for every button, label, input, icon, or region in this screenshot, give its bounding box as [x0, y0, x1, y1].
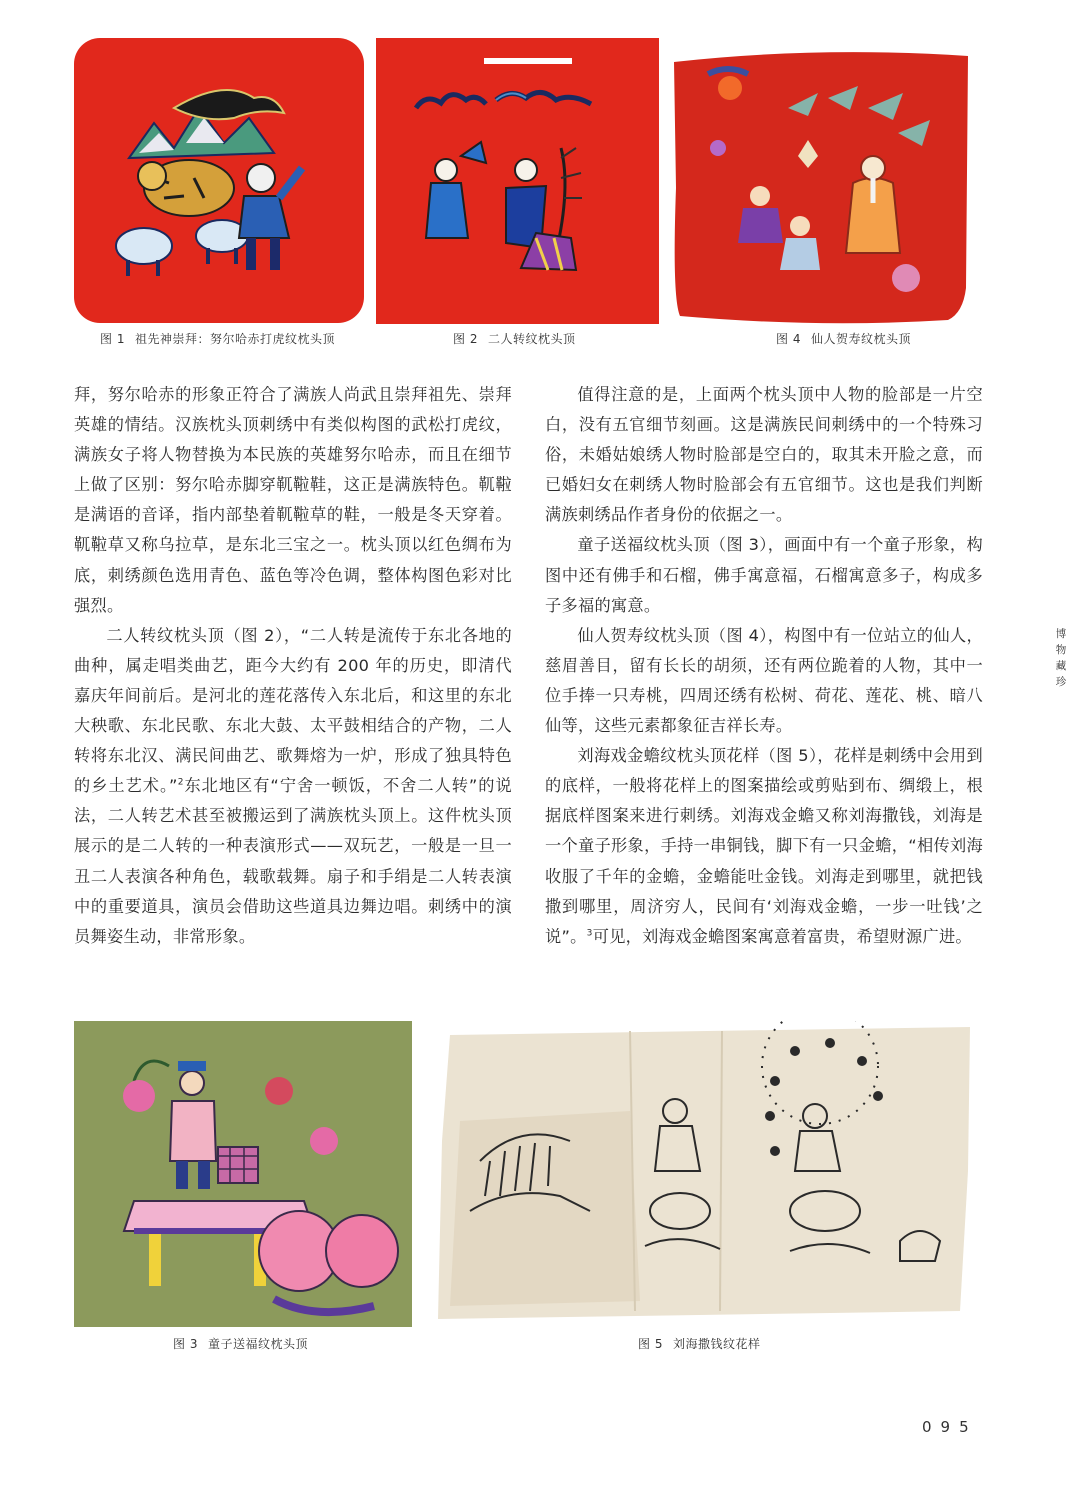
figure-1-image — [74, 38, 364, 323]
figure-3-number: 图 3 — [173, 1337, 198, 1351]
figure-5-image — [430, 1021, 975, 1321]
figure-5-caption-text: 刘海撒钱纹花样 — [672, 1337, 761, 1351]
figure-4-number: 图 4 — [776, 332, 801, 346]
figure-4-embroidery — [668, 38, 973, 324]
figure-2-number: 图 2 — [453, 332, 478, 346]
left-text-column — [74, 380, 512, 952]
figure-2-embroidery — [376, 38, 659, 324]
figure-1-embroidery — [74, 38, 364, 323]
footnote-marker-2: 2 — [177, 777, 184, 788]
figure-2-image — [376, 38, 659, 324]
figure-4-caption-text: 仙人贺寿纹枕头顶 — [810, 332, 911, 346]
figure-4-image — [668, 38, 973, 324]
figure-2-caption — [453, 330, 575, 347]
footnote-marker-3: 3 — [586, 928, 593, 939]
paragraph-right-4 — [545, 741, 983, 952]
figure-3-embroidery — [74, 1021, 412, 1327]
paragraph-right-2: 童子送福纹枕头顶（图 3），画面中有一个童子形象，构图中还有佛手和石榴，佛手寓意福，石榴寓意多子，构成多子多福的寓意。 — [545, 535, 983, 615]
figure-4-caption — [776, 330, 911, 347]
right-text-column — [545, 380, 983, 952]
paragraph-left-2-continuation: 东北地区有“宁舍一顿饭，不舍二人转”的说法，二人转艺术甚至被搬运到了满族枕头顶上。这件枕头顶展示的是二人转的一种表演形式——双玩艺，一般是一旦一丑二人表演各种角色，载歌载舞。扇子和手绢是二人转表演中的重要道具，演员会借助这些道具边舞边唱。刺绣中的演员舞姿生动，非常形象。 — [74, 776, 512, 946]
paragraph-left-2 — [74, 621, 512, 952]
paragraph-left-1: 拜，努尔哈赤的形象正符合了满族人尚武且崇拜祖先、崇拜英雄的情结。汉族枕头顶刺绣中有类似构图的武松打虎纹，满族女子将人物替换为本民族的英雄努尔哈赤，而且在细节上做了区别：努尔哈赤脚穿靰鞡鞋，这正是满族特色。靰鞡是满语的音译，指内部垫着靰鞡草的鞋，一般是冬天穿着。靰鞡草又称乌拉草，是东北三宝之一。枕头顶以红色绸布为底，刺绣颜色选用青色、蓝色等冷色调，整体构图色彩对比强烈。 — [74, 385, 512, 615]
section-side-tag: 博物藏珍 — [1055, 628, 1067, 688]
figure-1-number: 图 1 — [100, 332, 125, 346]
paragraph-right-1: 值得注意的是，上面两个枕头顶中人物的脸部是一片空白，没有五官细节刻画。这是满族民间刺绣中的一个特殊习俗，未婚姑娘绣人物时脸部是空白的，取其未开脸之意，而已婚妇女在刺绣人物时脸部会有五官细节。这也是我们判断满族刺绣品作者身份的依据之一。 — [545, 385, 983, 525]
figure-2-caption-text: 二人转纹枕头顶 — [487, 332, 576, 346]
figure-5-paper-pattern — [430, 1021, 975, 1321]
paragraph-right-3: 仙人贺寿纹枕头顶（图 4），构图中有一位站立的仙人，慈眉善目，留有长长的胡须，还有两位跪着的人物，其中一位手捧一只寿桃，四周还绣有松树、荷花、莲花、桃、暗八仙等，这些元素都象征吉祥长寿。 — [545, 625, 983, 736]
figure-1-caption — [100, 330, 335, 347]
paragraph-right-4-continuation: 可见，刘海戏金蟾图案寓意着富贵，希望财源广进。 — [592, 926, 972, 946]
figure-3-image — [74, 1021, 412, 1327]
paragraph-left-2-text: 二人转纹枕头顶（图 2），“二人转是流传于东北各地的曲种，属走唱类曲艺，距今大约有 200 年的历史，即清代嘉庆年间前后。是河北的莲花落传入东北后，和这里的东北大秧歌、东北民歌、东北大鼓、太平鼓相结合的产物，二人转将东北汉、满民间曲艺、歌舞熔为一炉，形成了独具特色的乡土艺术。” — [74, 625, 512, 796]
figure-5-number: 图 5 — [638, 1337, 663, 1351]
page-number: 095 — [922, 1418, 978, 1436]
figure-1-caption-text: 祖先神崇拜：努尔哈赤打虎纹枕头顶 — [134, 332, 335, 346]
figure-3-caption — [173, 1335, 308, 1352]
figure-3-caption-text: 童子送福纹枕头顶 — [207, 1337, 308, 1351]
figure-5-caption — [638, 1335, 760, 1352]
paragraph-right-4-text: 刘海戏金蟾纹枕头顶花样（图 5），花样是刺绣中会用到的底样，一般将花样上的图案描绘或剪贴到布、绸缎上，根据底样图案来进行刺绣。刘海戏金蟾又称刘海撒钱，刘海是一个童子形象，手持一串铜钱，脚下有一只金蟾，“相传刘海收服了千年的金蟾，金蟾能吐金钱。刘海走到哪里，就把钱撒到哪里，周济穷人，民间有‘刘海戏金蟾，一步一吐钱’之说”。 — [545, 746, 983, 946]
